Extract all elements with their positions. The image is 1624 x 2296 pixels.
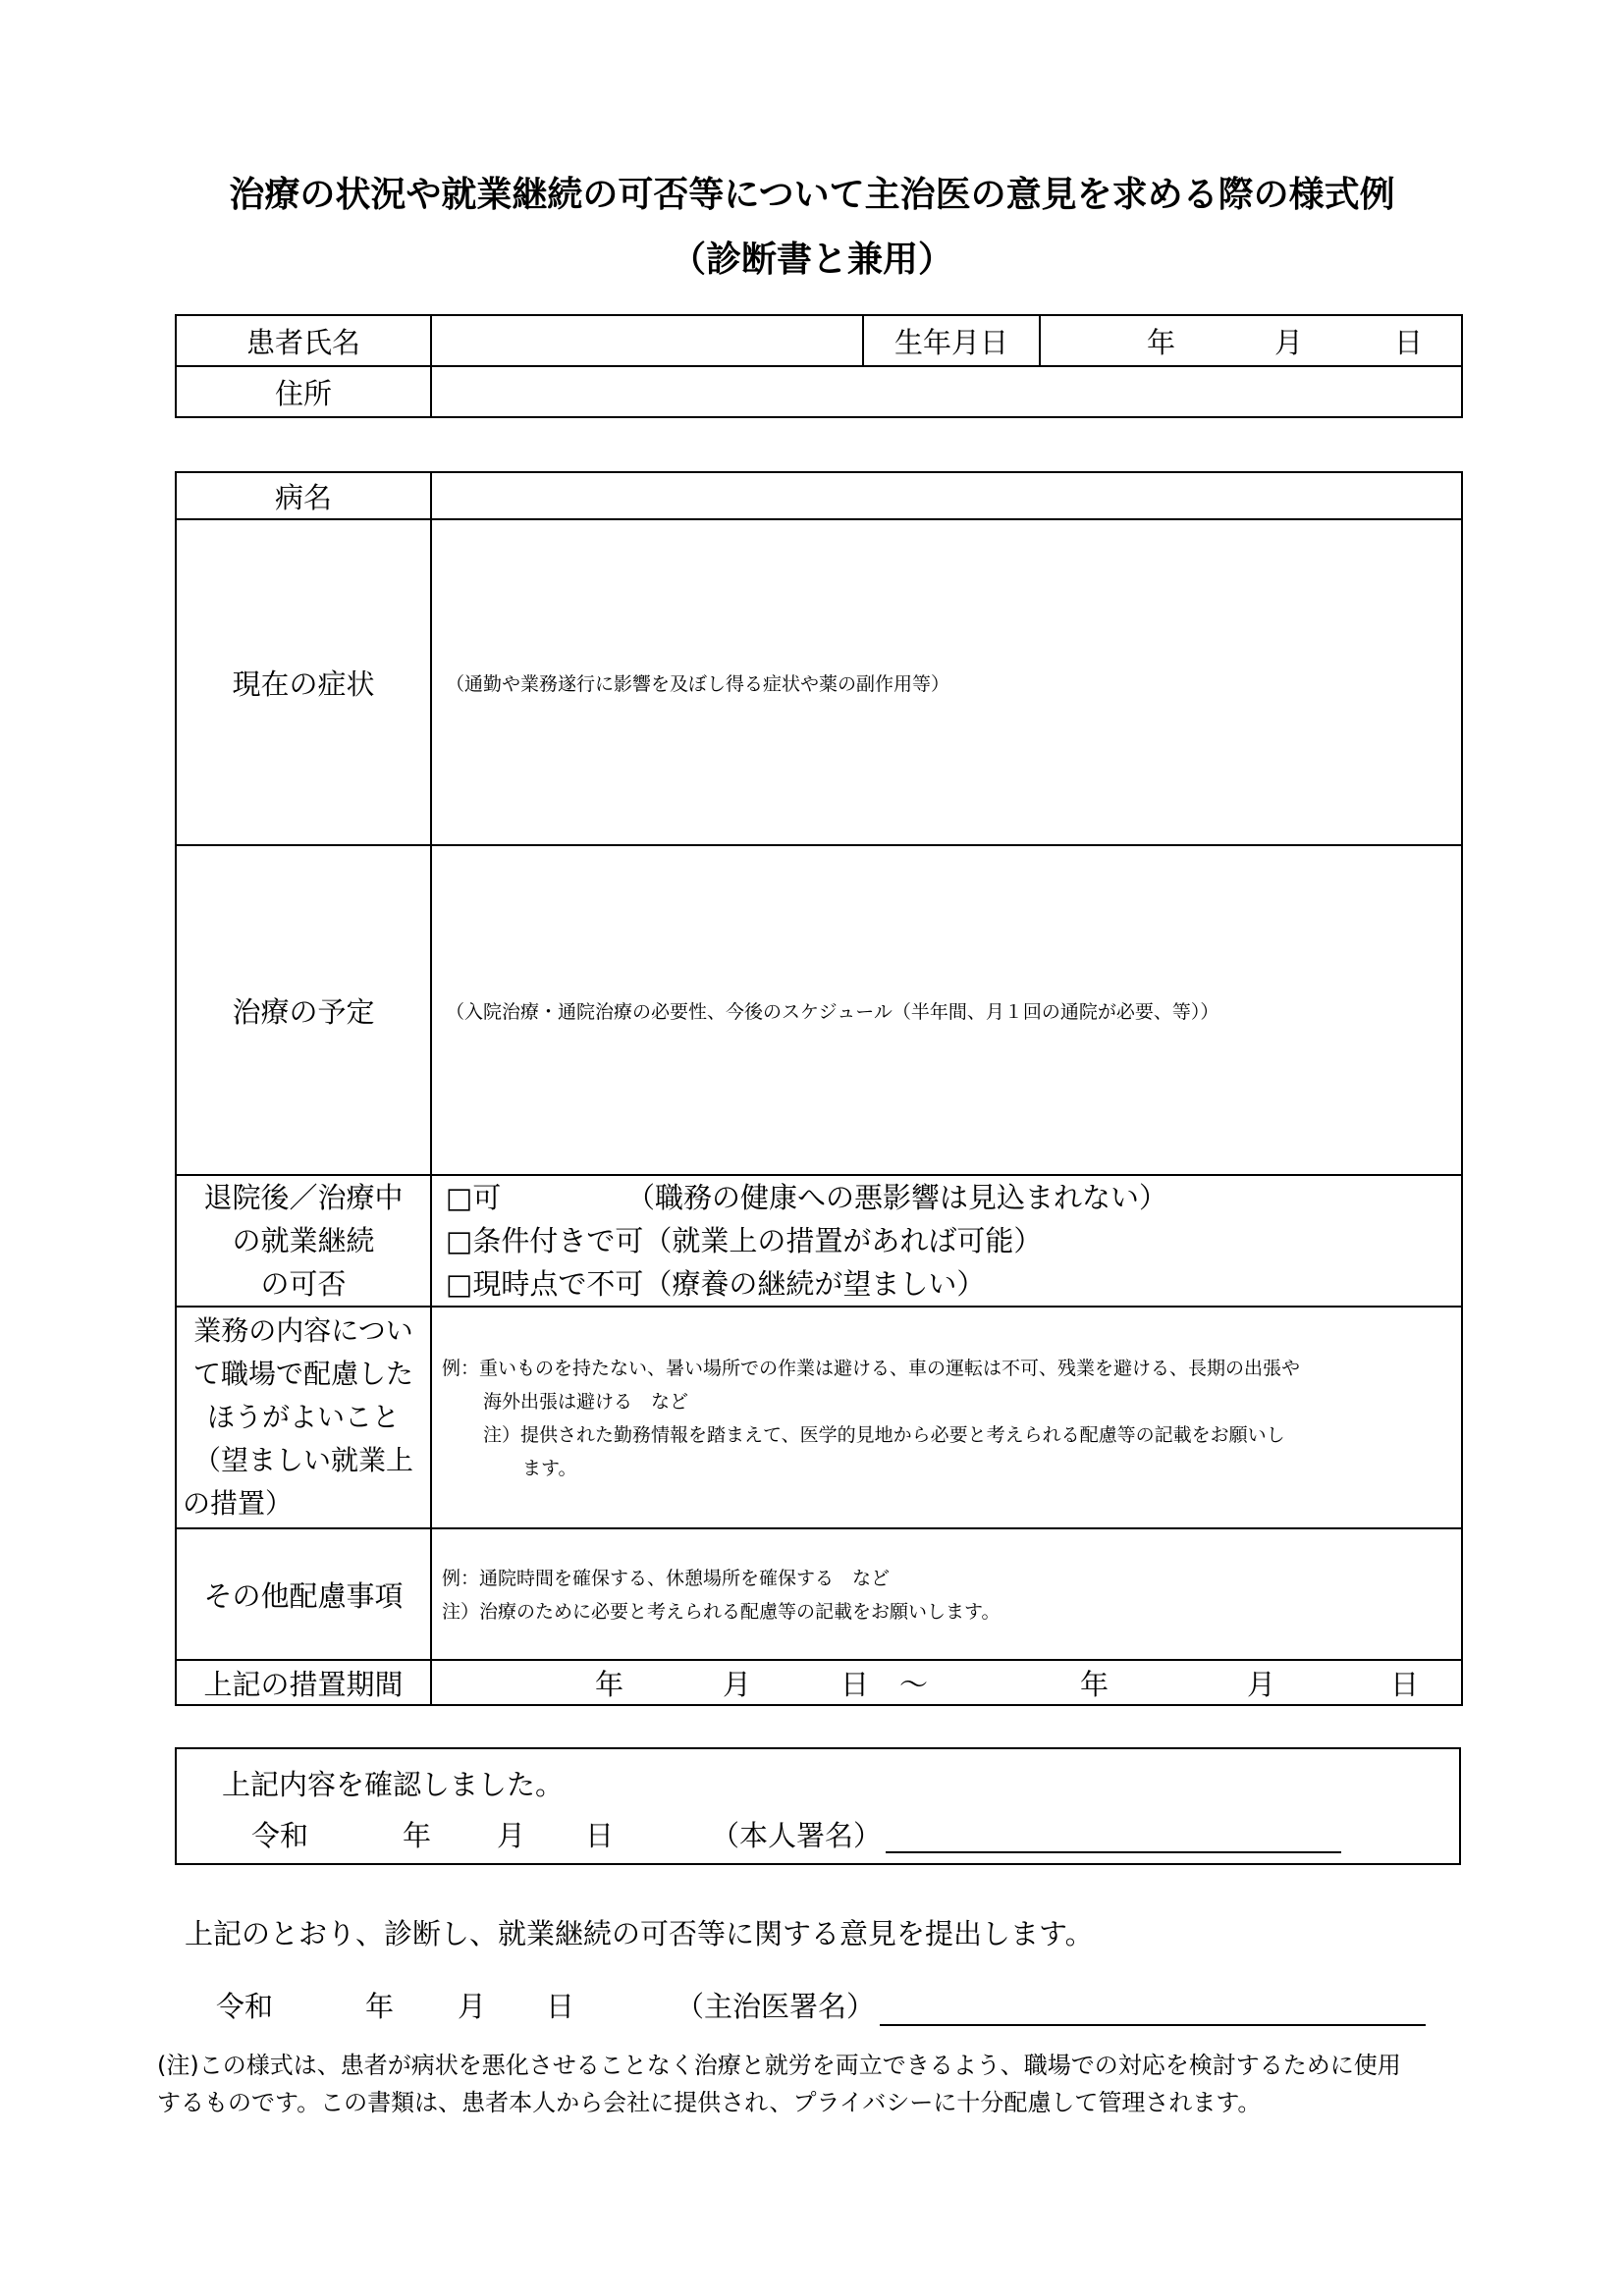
work-label-line: の可否 bbox=[260, 1267, 347, 1301]
symptoms-label: 現在の症状 bbox=[176, 519, 431, 845]
patient-table bbox=[175, 314, 1463, 418]
patient-signature-line[interactable] bbox=[886, 1808, 1341, 1853]
confirm-day-unit: 日 bbox=[585, 1819, 615, 1852]
option-note: （職務の健康への悪影響は見込まれない） bbox=[626, 1181, 1168, 1214]
form-title: 治療の状況や就業継続の可否等について主治医の意見を求める際の様式例 bbox=[229, 175, 1395, 215]
work-label-line: の就業継続 bbox=[232, 1224, 375, 1257]
workplace-consideration-label bbox=[176, 1307, 431, 1528]
work-continuation-options bbox=[431, 1175, 1462, 1307]
period-start-year-unit: 年 bbox=[595, 1667, 624, 1701]
example-line: 例：通院時間を確保する、休憩場所を確保する など bbox=[442, 1568, 891, 1589]
example-line: 海外出張は避ける など bbox=[483, 1391, 689, 1413]
period-tilde: ～ bbox=[899, 1667, 929, 1701]
note-line: ます。 bbox=[522, 1458, 577, 1479]
medical-table bbox=[175, 471, 1463, 1706]
note-line: 注）提供された勤務情報を踏まえて、医学的見地から必要と考えられる配慮等の記載をお願いし bbox=[483, 1424, 1285, 1446]
disease-label: 病名 bbox=[176, 472, 431, 519]
option-note: （就業上の措置があれば可能） bbox=[643, 1224, 1043, 1257]
symptoms-hint: （通勤や業務遂行に影響を及ぼし得る症状や薬の副作用等） bbox=[446, 672, 950, 695]
patient-name-field[interactable] bbox=[431, 315, 863, 366]
period-end-year-unit: 年 bbox=[1080, 1667, 1110, 1701]
confirm-year-unit: 年 bbox=[403, 1819, 432, 1852]
birthdate-label: 生年月日 bbox=[863, 315, 1040, 366]
period-end-month-unit: 月 bbox=[1247, 1667, 1276, 1701]
work-continuation-label bbox=[176, 1175, 431, 1307]
consider-label-line: （望ましい就業上 bbox=[192, 1444, 413, 1476]
checkbox-label: □現時点で不可 bbox=[446, 1267, 644, 1301]
note-line: 注）治療のために必要と考えられる配慮等の記載をお願いします。 bbox=[442, 1601, 1001, 1623]
disease-field[interactable] bbox=[431, 472, 1462, 519]
doctor-day-unit: 日 bbox=[546, 1990, 575, 2023]
measure-period-label: 上記の措置期間 bbox=[176, 1660, 431, 1705]
consider-label-line: ほうがよいこと bbox=[206, 1401, 400, 1433]
confirm-era: 令和 bbox=[251, 1819, 309, 1852]
doctor-statement: 上記のとおり、診断し、就業継続の可否等に関する意見を提出します。 bbox=[185, 1917, 1094, 1950]
checkbox-label: □条件付きで可 bbox=[446, 1224, 644, 1257]
treatment-label: 治療の予定 bbox=[176, 845, 431, 1175]
confirm-month-unit: 月 bbox=[497, 1819, 526, 1852]
patient-signature-label: （本人署名） bbox=[711, 1819, 883, 1852]
doctor-signature-line[interactable] bbox=[880, 1979, 1426, 2026]
birth-month-unit: 月 bbox=[1274, 325, 1304, 359]
period-start-month-unit: 月 bbox=[723, 1667, 752, 1701]
footnote-line: するものです。この書類は、患者本人から会社に提供され、プライバシーに十分配慮して管理されます。 bbox=[157, 2089, 1262, 2116]
doctor-era: 令和 bbox=[216, 1990, 274, 2023]
symptoms-field[interactable] bbox=[431, 519, 1462, 845]
option-conditional[interactable] bbox=[432, 1219, 1461, 1262]
birthdate-field[interactable] bbox=[1040, 315, 1462, 366]
confirmation-text: 上記内容を確認しました。 bbox=[222, 1768, 565, 1801]
work-label-line: 退院後／治療中 bbox=[203, 1181, 404, 1214]
doctor-year-unit: 年 bbox=[365, 1990, 395, 2023]
other-considerations-field[interactable] bbox=[431, 1528, 1462, 1660]
birth-day-unit: 日 bbox=[1394, 325, 1424, 359]
period-start-day-unit: 日 bbox=[840, 1667, 870, 1701]
address-label: 住所 bbox=[176, 366, 431, 417]
form-subtitle: （診断書と兼用） bbox=[670, 240, 953, 280]
option-not-possible[interactable] bbox=[432, 1262, 1461, 1306]
other-considerations-label: その他配慮事項 bbox=[176, 1528, 431, 1660]
footnote-line: (注)この様式は、患者が病状を悪化させることなく治療と就労を両立できるよう、職場での対応を検討するために使用 bbox=[157, 2052, 1401, 2079]
consider-label-line: て職場で配慮した bbox=[192, 1358, 413, 1390]
consider-label-line: 業務の内容につい bbox=[193, 1314, 413, 1347]
treatment-field[interactable] bbox=[431, 845, 1462, 1175]
example-line: 例：重いものを持たない、暑い場所での作業は避ける、車の運転は不可、残業を避ける、長期の出張や bbox=[442, 1358, 1301, 1379]
checkbox-label: □可 bbox=[446, 1181, 502, 1214]
address-field[interactable] bbox=[431, 366, 1462, 417]
doctor-month-unit: 月 bbox=[458, 1990, 487, 2023]
patient-name-label: 患者氏名 bbox=[176, 315, 431, 366]
treatment-hint: （入院治療・通院治療の必要性、今後のスケジュール（半年間、月１回の通院が必要、等）） bbox=[446, 1000, 1219, 1023]
option-possible[interactable] bbox=[432, 1176, 1461, 1219]
option-note: （療養の継続が望ましい） bbox=[643, 1267, 986, 1301]
patient-confirmation-box bbox=[175, 1747, 1461, 1865]
consider-label-line: の措置） bbox=[183, 1487, 294, 1520]
birth-year-unit: 年 bbox=[1147, 325, 1176, 359]
doctor-signature-label: （主治医署名） bbox=[676, 1990, 876, 2023]
measure-period-field[interactable] bbox=[431, 1660, 1462, 1705]
workplace-consideration-field[interactable] bbox=[431, 1307, 1462, 1528]
period-end-day-unit: 日 bbox=[1390, 1667, 1420, 1701]
